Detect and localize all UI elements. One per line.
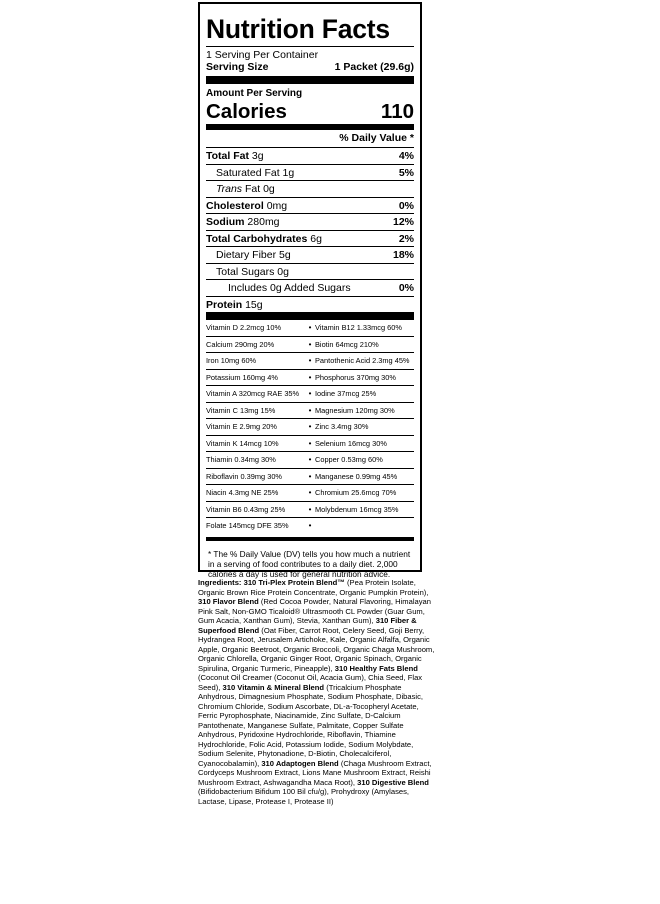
vitamin-left: Riboflavin 0.39mg 30%	[206, 471, 283, 481]
bullet-icon: •	[308, 356, 312, 365]
bullet-icon: •	[308, 372, 312, 382]
vitamin-row	[206, 469, 414, 486]
bullet-icon: •	[308, 488, 312, 497]
vitamin-left: Thiamin 0.34mg 30%	[206, 455, 276, 464]
vitamin-left: Vitamin D 2.2mcg 10%	[206, 323, 282, 332]
nutrient-amount: 280mg	[247, 216, 280, 228]
blend-name: 310 Healthy Fats Blend	[334, 663, 418, 673]
vitamin-left: Vitamin C 13mg 15%	[206, 405, 276, 415]
nutrient-amount: 3g	[251, 150, 264, 162]
vitamin-right: Molybdenum 16mcg 35%	[315, 504, 399, 514]
bullet-icon: •	[308, 389, 312, 398]
nutrient-row-sodium	[206, 213, 414, 230]
nutrient-amount: 5g	[279, 249, 291, 261]
vitamin-right: Chromium 25.6mcg 70%	[315, 488, 397, 497]
ingredients-label: Ingredients:	[198, 578, 242, 587]
blend-name: 310 Fiber & Superfood Blend	[198, 616, 417, 635]
vitamin-right: Copper 0.53mg 60%	[315, 455, 383, 464]
vitamin-right: Biotin 64mcg 210%	[315, 339, 379, 349]
nutrient-amount: 15g	[245, 298, 263, 311]
bullet-icon: •	[308, 455, 312, 464]
vitamin-row	[206, 485, 414, 502]
vitamin-right: Phosphorus 370mg 30%	[315, 372, 396, 382]
nutrient-pct: 2%	[398, 232, 414, 245]
bullet-icon: •	[308, 471, 312, 481]
vitamin-row	[206, 337, 414, 354]
vitamin-right: Magnesium 120mg 30%	[315, 405, 395, 415]
serving-size-label: Serving Size	[206, 61, 269, 73]
nutrient-amount: 6g	[310, 232, 322, 245]
vitamin-left: Calcium 290mg 20%	[206, 339, 275, 349]
bullet-icon: •	[308, 504, 312, 514]
vitamin-row	[206, 502, 414, 519]
bullet-icon: •	[308, 339, 312, 349]
nutrient-row-dietary-fiber	[206, 246, 414, 263]
nutrient-pct: 0%	[398, 282, 414, 294]
vitamin-left: Vitamin B6 0.43mg 25%	[206, 504, 286, 514]
nutrient-pct: 5%	[398, 166, 414, 179]
nutrition-facts-panel	[198, 2, 422, 579]
nutrient-name: Cholesterol	[206, 199, 264, 212]
serving-size-row	[206, 61, 414, 74]
nutrient-name: Sodium	[206, 216, 245, 228]
nutrient-row-added-sugars	[206, 279, 414, 296]
vitamin-right: Zinc 3.4mg 30%	[315, 422, 369, 431]
blend-name: 310 Vitamin & Mineral Blend	[222, 682, 325, 692]
ingredients-list	[198, 578, 436, 806]
vitamin-right: Selenium 16mcg 30%	[315, 438, 387, 448]
blend-name: 310 Adaptogen Blend	[261, 758, 339, 768]
nutrient-row-total-sugars	[206, 263, 414, 280]
divider	[206, 46, 414, 47]
blend-contents: (Pea Protein Isolate, Organic Brown Rice Protein Concentrate, Organic Pumpkin Protein),	[198, 578, 429, 597]
nutrient-name: Protein	[206, 298, 243, 311]
vitamin-left: Potassium 160mg 4%	[206, 372, 278, 382]
calories-label: Calories	[206, 100, 287, 123]
nutrient-row-total-fat	[206, 147, 414, 164]
bullet-icon: •	[308, 422, 312, 431]
thick-divider	[206, 76, 414, 84]
blend-name: 310 Tri-Plex Protein Blend™	[243, 578, 345, 587]
vitamin-row	[206, 353, 414, 370]
vitamin-left: Vitamin A 320mcg RAE 35%	[206, 389, 300, 398]
calories-row	[206, 101, 414, 123]
daily-value-header: % Daily Value *	[206, 129, 414, 147]
nutrient-row-protein	[206, 296, 414, 313]
vitamin-left: Iron 10mg 60%	[206, 356, 257, 365]
vitamin-row	[206, 320, 414, 337]
vitamin-left: Niacin 4.3mg NE 25%	[206, 488, 279, 497]
bullet-icon: •	[308, 323, 312, 332]
nutrient-amount: 0mg	[266, 199, 288, 212]
bullet-icon: •	[308, 438, 312, 448]
nutrient-pct: 4%	[398, 150, 414, 162]
nutrient-name: Total Carbohydrates	[206, 232, 308, 245]
blend-contents: (Bifidobacterium Bifidum 100 Bil cfu/g), Prohydroxy (Amylases, Lactase, Lipase, Protease I, Protease II)	[198, 787, 410, 806]
nutrient-row-saturated-fat	[206, 164, 414, 181]
vitamin-row	[206, 419, 414, 436]
blend-name: 310 Flavor Blend	[198, 597, 259, 606]
vitamin-right: Manganese 0.99mg 45%	[315, 471, 398, 481]
nutrient-name: Total Sugars	[216, 265, 275, 278]
nutrient-amount: 0g	[277, 265, 289, 278]
vitamin-row	[206, 370, 414, 387]
nutrient-pct: 0%	[398, 199, 414, 212]
nutrient-name: Saturated Fat	[216, 166, 280, 179]
vitamin-left: Vitamin E 2.9mg 20%	[206, 422, 277, 431]
blend-contents: (Chaga Mushroom Extract, Cordyceps Mushroom Extract, Lions Mane Mushroom Extract, Reishi Mushroom Extract, Ashwagandha Maca Root),	[198, 758, 432, 787]
vitamin-right: Iodine 37mcg 25%	[315, 389, 377, 398]
vitamin-table	[206, 312, 414, 535]
vitamin-left: Vitamin K 14mcg 10%	[206, 438, 279, 448]
label-title: Nutrition Facts	[206, 14, 390, 44]
vitamin-row	[206, 436, 414, 453]
vitamin-right: Vitamin B12 1.33mcg 60%	[315, 323, 402, 332]
bullet-icon: •	[308, 521, 312, 530]
vitamin-left: Folate 145mcg DFE 35%	[206, 521, 289, 530]
vitamin-row	[206, 403, 414, 420]
blend-contents: (Oat Fiber, Carrot Root, Celery Seed, Goji Berry, Hydrangea Root, Jerusalem Artichoke, Kale, Organic Alfalfa, Organic Apple, Organic Beetroot, Organic Broccoli, Organic Chaga Mushroom, Organic Chlorella, Organic Ginger Root, Organic Spinach, Organic Spirulina, Organic Turmeric, Pineapple),	[198, 625, 435, 673]
nutrient-row-total-carbohydrates	[206, 230, 414, 247]
calories-value: 110	[380, 100, 414, 123]
nutrient-name: Dietary Fiber	[216, 249, 277, 261]
nutrient-name: Includes 0g Added Sugars	[228, 282, 351, 294]
bullet-icon: •	[308, 405, 312, 415]
vitamin-right: Pantothenic Acid 2.3mg 45%	[315, 356, 410, 365]
nutrient-amount: 1g	[282, 166, 295, 179]
vitamin-right	[315, 518, 414, 535]
daily-value-footnote: * The % Daily Value (DV) tells you how much a nutrient in a serving of food contributes to a daily diet. 2,000 calories a day is used for general nutrition advice.	[208, 548, 411, 579]
nutrient-name: Trans	[216, 183, 243, 195]
amount-per-serving: Amount Per Serving	[206, 88, 303, 99]
vitamin-row	[206, 518, 414, 535]
blend-name: 310 Digestive Blend	[357, 777, 429, 787]
servings-per-container: 1 Serving Per Container	[206, 49, 319, 61]
nutrient-pct: 12%	[392, 216, 414, 228]
vitamin-row	[206, 452, 414, 469]
blend-contents: (Coconut Oil Creamer (Coconut Oil, Acacia Gum), Chia Seed, Flax Seed),	[198, 673, 423, 692]
nutrient-row-trans-fat	[206, 180, 414, 197]
vitamin-row	[206, 386, 414, 403]
nutrient-name: Total Fat	[206, 150, 249, 162]
nutrient-amount: Fat 0g	[244, 183, 275, 195]
nutrient-pct: 18%	[392, 249, 414, 261]
blend-contents: (Tricalcium Phosphate Anhydrous, Dimagnesium Phosphate, Sodium Phosphate, Dibasic, Chromium Chloride, Sodium Ascorbate, DL-a-Tocopheryl Acetate, Ferric Pyrophosphate, Niacinamide, Zinc Sulfate, D-Calcium Pantothenate, Manganese Sulfate, Palmitate, Copper Sulfate Anhydrous, Pyridoxine Hydrochloride, Riboflavin, Thiamine Hydrochloride, Folic Acid, Potassium Iodide, Sodium Molybdate, Sodium Selenite, Phytonadione, D-Biotin, Cholecalciferol, Cyanocobalamin),	[198, 682, 423, 768]
blend-contents: (Red Cocoa Powder, Natural Flavoring, Himalayan Pink Salt, Non-GMO Ticaloid® Ultrasmooth CL Powder (Guar Gum, Gum Acacia, Xanthan Gum), Stevia, Xanthan Gum),	[198, 597, 431, 625]
serving-size-value: 1 Packet (29.6g)	[334, 61, 414, 73]
nutrient-row-cholesterol	[206, 197, 414, 214]
